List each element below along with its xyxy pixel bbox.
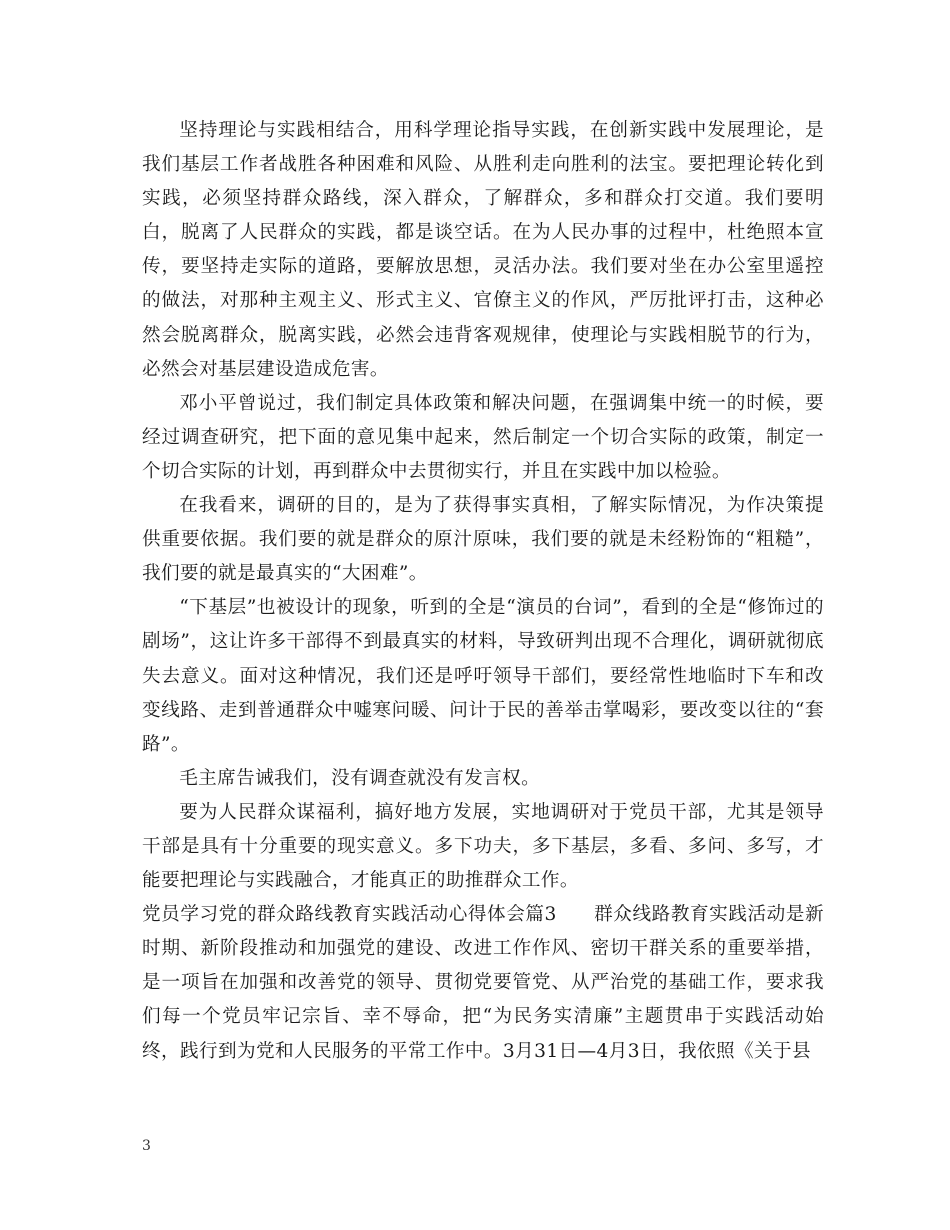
paragraph-5: 毛主席告诫我们，没有调查就没有发言权。 [179, 767, 541, 789]
page-number: 3 [142, 1138, 151, 1154]
paragraph-3: 在我看来，调研的目的，是为了获得事实真相，了解实际情况，为作决策提供重要依据。我们要的就是群众的原汁原味，我们要的就是未经粉饰的“粗糙”，我们要的就是最真实的“大困难”。 [142, 495, 824, 585]
section-body: 群众线路教育实践活动是新时期、新阶段推动和加强党的建设、改进工作作风、密切干群关系的重要举措，是一项旨在加强和改善党的领导、贯彻党要管党、从严治党的基础工作，要求我们每一个党员牢记宗旨、幸不辱命，把“为民务实清廉”主题贯串于实践活动始终，践行到为党和人民服务的平常工作中。3月31日—4月3日，我依照《关于县 [142, 904, 824, 1062]
section-paragraph [142, 898, 824, 1068]
document-body [142, 114, 824, 1069]
paragraph-6: 要为人民群众谋福利，搞好地方发展，实地调研对于党员干部，尤其是领导干部是具有十分重要的现实意义。多下功夫，多下基层，多看、多问、多写，才能要把理论与实践融合，才能真正的助推群众工作。 [142, 801, 824, 892]
paragraph-2: 邓小平曾说过，我们制定具体政策和解决问题，在强调集中统一的时候，要经过调查研究，把下面的意见集中起来，然后制定一个切合实际的政策，制定一个切合实际的计划，再到群众中去贯彻实行，并且在实践中加以检验。 [142, 392, 824, 482]
paragraph-1: 坚持理论与实践相结合，用科学理论指导实践，在创新实践中发展理论，是我们基层工作者战胜各种困难和风险、从胜利走向胜利的法宝。要把理论转化到实践，必须坚持群众路线，深入群众，了解群众，多和群众打交道。我们要明白，脱离了人民群众的实践，都是谈空话。在为人民办事的过程中，杜绝照本宣传，要坚持走实际的道路，要解放思想，灵活办法。我们要对坐在办公室里遥控的做法，对那种主观主义、形式主义、官僚主义的作风，严厉批评打击，这种必然会脱离群众，脱离实践，必然会违背客观规律，使理论与实践相脱节的行为，必然会对基层建设造成危害。 [142, 120, 824, 380]
section-heading: 党员学习党的群众路线教育实践活动心得体会篇3 [142, 904, 557, 926]
paragraph-4: “下基层”也被设计的现象，听到的全是“演员的台词”，看到的全是“修饰过的剧场”，这让许多干部得不到最真实的材料，导致研判出现不合理化，调研就彻底失去意义。面对这种情况，我们还是呼吁领导干部们，要经常性地临时下车和改变线路、走到普通群众中嘘寒问暖、问计于民的善举击掌喝彩，要改变以往的“套路”。 [142, 597, 824, 755]
